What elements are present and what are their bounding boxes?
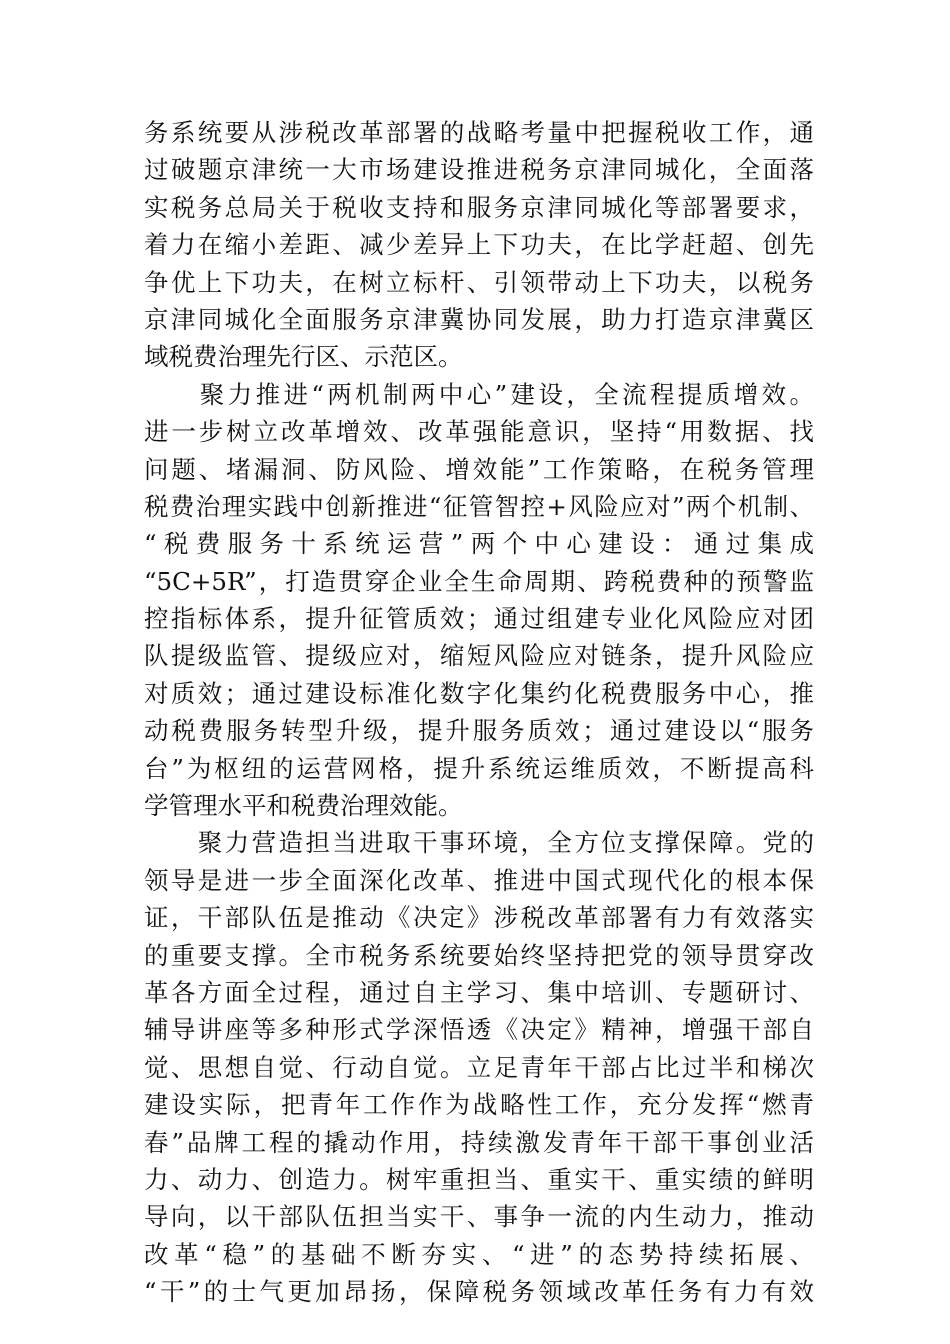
text-line: 改革“稳”的基础不断夯实、“进”的态势持续拓展、	[144, 1239, 814, 1269]
text-line: 实税务总局关于税收支持和服务京津同城化等部署要求，	[144, 192, 814, 222]
text-line: 对质效；通过建设标准化数字化集约化税费服务中心，推	[144, 678, 814, 708]
text-line: 学管理水平和税费治理效能。	[144, 791, 463, 821]
text-line: 队提级监管、提级应对，缩短风险应对链条，提升风险应	[144, 641, 814, 671]
text-line: 税费治理实践中创新推进“征管智控+风险应对”两个机制、	[144, 491, 814, 521]
body-text	[144, 114, 814, 1311]
text-line: 领导是进一步全面深化改革、推进中国式现代化的根本保	[144, 865, 814, 895]
text-line: 聚力推进“两机制两中心”建设，全流程提质增效。	[144, 379, 814, 409]
text-line: 台”为枢纽的运营网格，提升系统运维质效，不断提高科	[144, 753, 814, 783]
text-line: 过破题京津统一大市场建设推进税务京津同城化，全面落	[144, 155, 814, 185]
text-line: 春”品牌工程的撬动作用，持续激发青年干部干事创业活	[144, 1127, 814, 1157]
text-line: 动税费服务转型升级，提升服务质效；通过建设以“服务	[144, 716, 814, 746]
text-line: 建设实际，把青年工作作为战略性工作，充分发挥“燃青	[144, 1090, 814, 1120]
text-line: 问题、堵漏洞、防风险、增效能”工作策略，在税务管理	[144, 454, 814, 484]
text-line: “5C+5R”，打造贯穿企业全生命周期、跨税费种的预警监	[144, 566, 814, 596]
text-line: 导向，以干部队伍担当实干、事争一流的内生动力，推动	[144, 1202, 814, 1232]
text-line: 力、动力、创造力。树牢重担当、重实干、重实绩的鲜明	[144, 1164, 814, 1194]
text-line: 争优上下功夫，在树立标杆、引领带动上下功夫，以税务	[144, 267, 814, 297]
text-line: 觉、思想自觉、行动自觉。立足青年干部占比过半和梯次	[144, 1052, 814, 1082]
text-line: “干”的士气更加昂扬，保障税务领域改革任务有力有效	[144, 1277, 814, 1307]
text-line: 京津同城化全面服务京津冀协同发展，助力打造京津冀区	[144, 304, 814, 334]
text-line: 进一步树立改革增效、改革强能意识，坚持“用数据、找	[144, 417, 814, 447]
text-line: 域税费治理先行区、示范区。	[144, 342, 463, 372]
text-line: 控指标体系，提升征管质效；通过组建专业化风险应对团	[144, 604, 814, 634]
text-line: 聚力营造担当进取干事环境，全方位支撑保障。党的	[144, 828, 814, 858]
text-line: 的重要支撑。全市税务系统要始终坚持把党的领导贯穿改	[144, 940, 814, 970]
text-line: “税费服务十系统运营”两个中心建设：通过集成	[144, 529, 814, 559]
text-line: 证，干部队伍是推动《决定》涉税改革部署有力有效落实	[144, 903, 814, 933]
text-line: 革各方面全过程，通过自主学习、集中培训、专题研讨、	[144, 977, 814, 1007]
text-line: 务系统要从涉税改革部署的战略考量中把握税收工作，通	[144, 118, 814, 147]
text-line: 着力在缩小差距、减少差异上下功夫，在比学赶超、创先	[144, 230, 814, 260]
text-line: 辅导讲座等多种形式学深悟透《决定》精神，增强干部自	[144, 1015, 814, 1045]
